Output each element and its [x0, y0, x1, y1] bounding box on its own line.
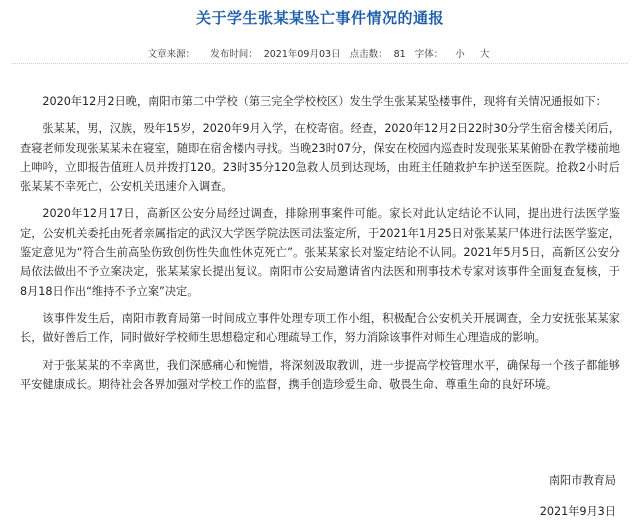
- paragraph: 张某某，男，汉族，殁年15岁，2020年9月入学，在校寄宿。经查，2020年12月2日22时30分学生宿舍楼关闭后，查寝老师发现张某某未在寝室，随即在宿舍楼内寻找。当晚23时07分，保安在校园内巡查时发现张某某俯卧在教学楼前地上呻吟，立即报告值班人员并拨打120。23时35分120急救人员到达现场，由班主任随救护车护送至医院。抢救2小时后张某某不幸死亡，公安机关迅速介入调查。: [20, 122, 620, 194]
- clicks-label: 点击数：: [349, 49, 388, 60]
- signature-org: 南阳市教育局: [548, 474, 616, 487]
- paragraph: 2020年12月2日晚，南阳市第二中学校（第三完全学校校区）发生学生张某某坠楼事件，现将有关情况通报如下：: [42, 95, 607, 108]
- source-label: 文章来源：: [147, 49, 196, 60]
- font-small-button[interactable]: 小: [455, 49, 465, 60]
- paragraph: 2020年12月17日，高新区公安分局经过调查，排除刑事案件可能。家长对此认定结论不认同，提出进行法医学鉴定，公安机关委托由死者亲属指定的武汉大学医学院法医司法鉴定所，于2021年1月25日对张某某尸体进行法医学鉴定，鉴定意见为“符合生前高坠伤致创伤性失血性休克死亡”。张某某家长对鉴定结论不认同。2021年5月5日，高新区公安分局依法做出不予立案决定，张某某家长提出复议。南阳市公安局邀请省内法医和刑事技术专家对该事件全面复查复核，于8月18日作出“维持不予立案”决定。: [20, 207, 620, 298]
- article-body: [20, 92, 620, 402]
- signature-date: 2021年9月3日: [539, 505, 616, 518]
- article-title: 关于学生张某某坠亡事件情况的通报: [195, 9, 444, 27]
- font-large-button[interactable]: 大: [479, 49, 490, 60]
- clicks-count: 81: [393, 49, 406, 60]
- paragraph: 对于张某某的不幸离世，我们深感痛心和惋惜，将深刻汲取教训，进一步提高学校管理水平，确保每一个孩子都能够平安健康成长。期待社会各界加强对学校工作的监督，携手创造珍爱生命、敬畏生命、尊重生命的良好环境。: [20, 358, 620, 391]
- publish-date: 2021年09月03日: [263, 49, 341, 60]
- font-label: 字体：: [414, 49, 444, 60]
- article-meta: [0, 46, 640, 60]
- publish-label: 发布时间：: [210, 49, 258, 60]
- paragraph: 该事件发生后，南阳市教育局第一时间成立事件处理专项工作小组，积极配合公安机关开展调查，全力安抚张某某家长，做好善后工作，同时做好学校师生思想稳定和心理疏导工作，努力消除该事件对师生心理造成的影响。: [20, 311, 620, 345]
- meta-divider: [12, 63, 628, 64]
